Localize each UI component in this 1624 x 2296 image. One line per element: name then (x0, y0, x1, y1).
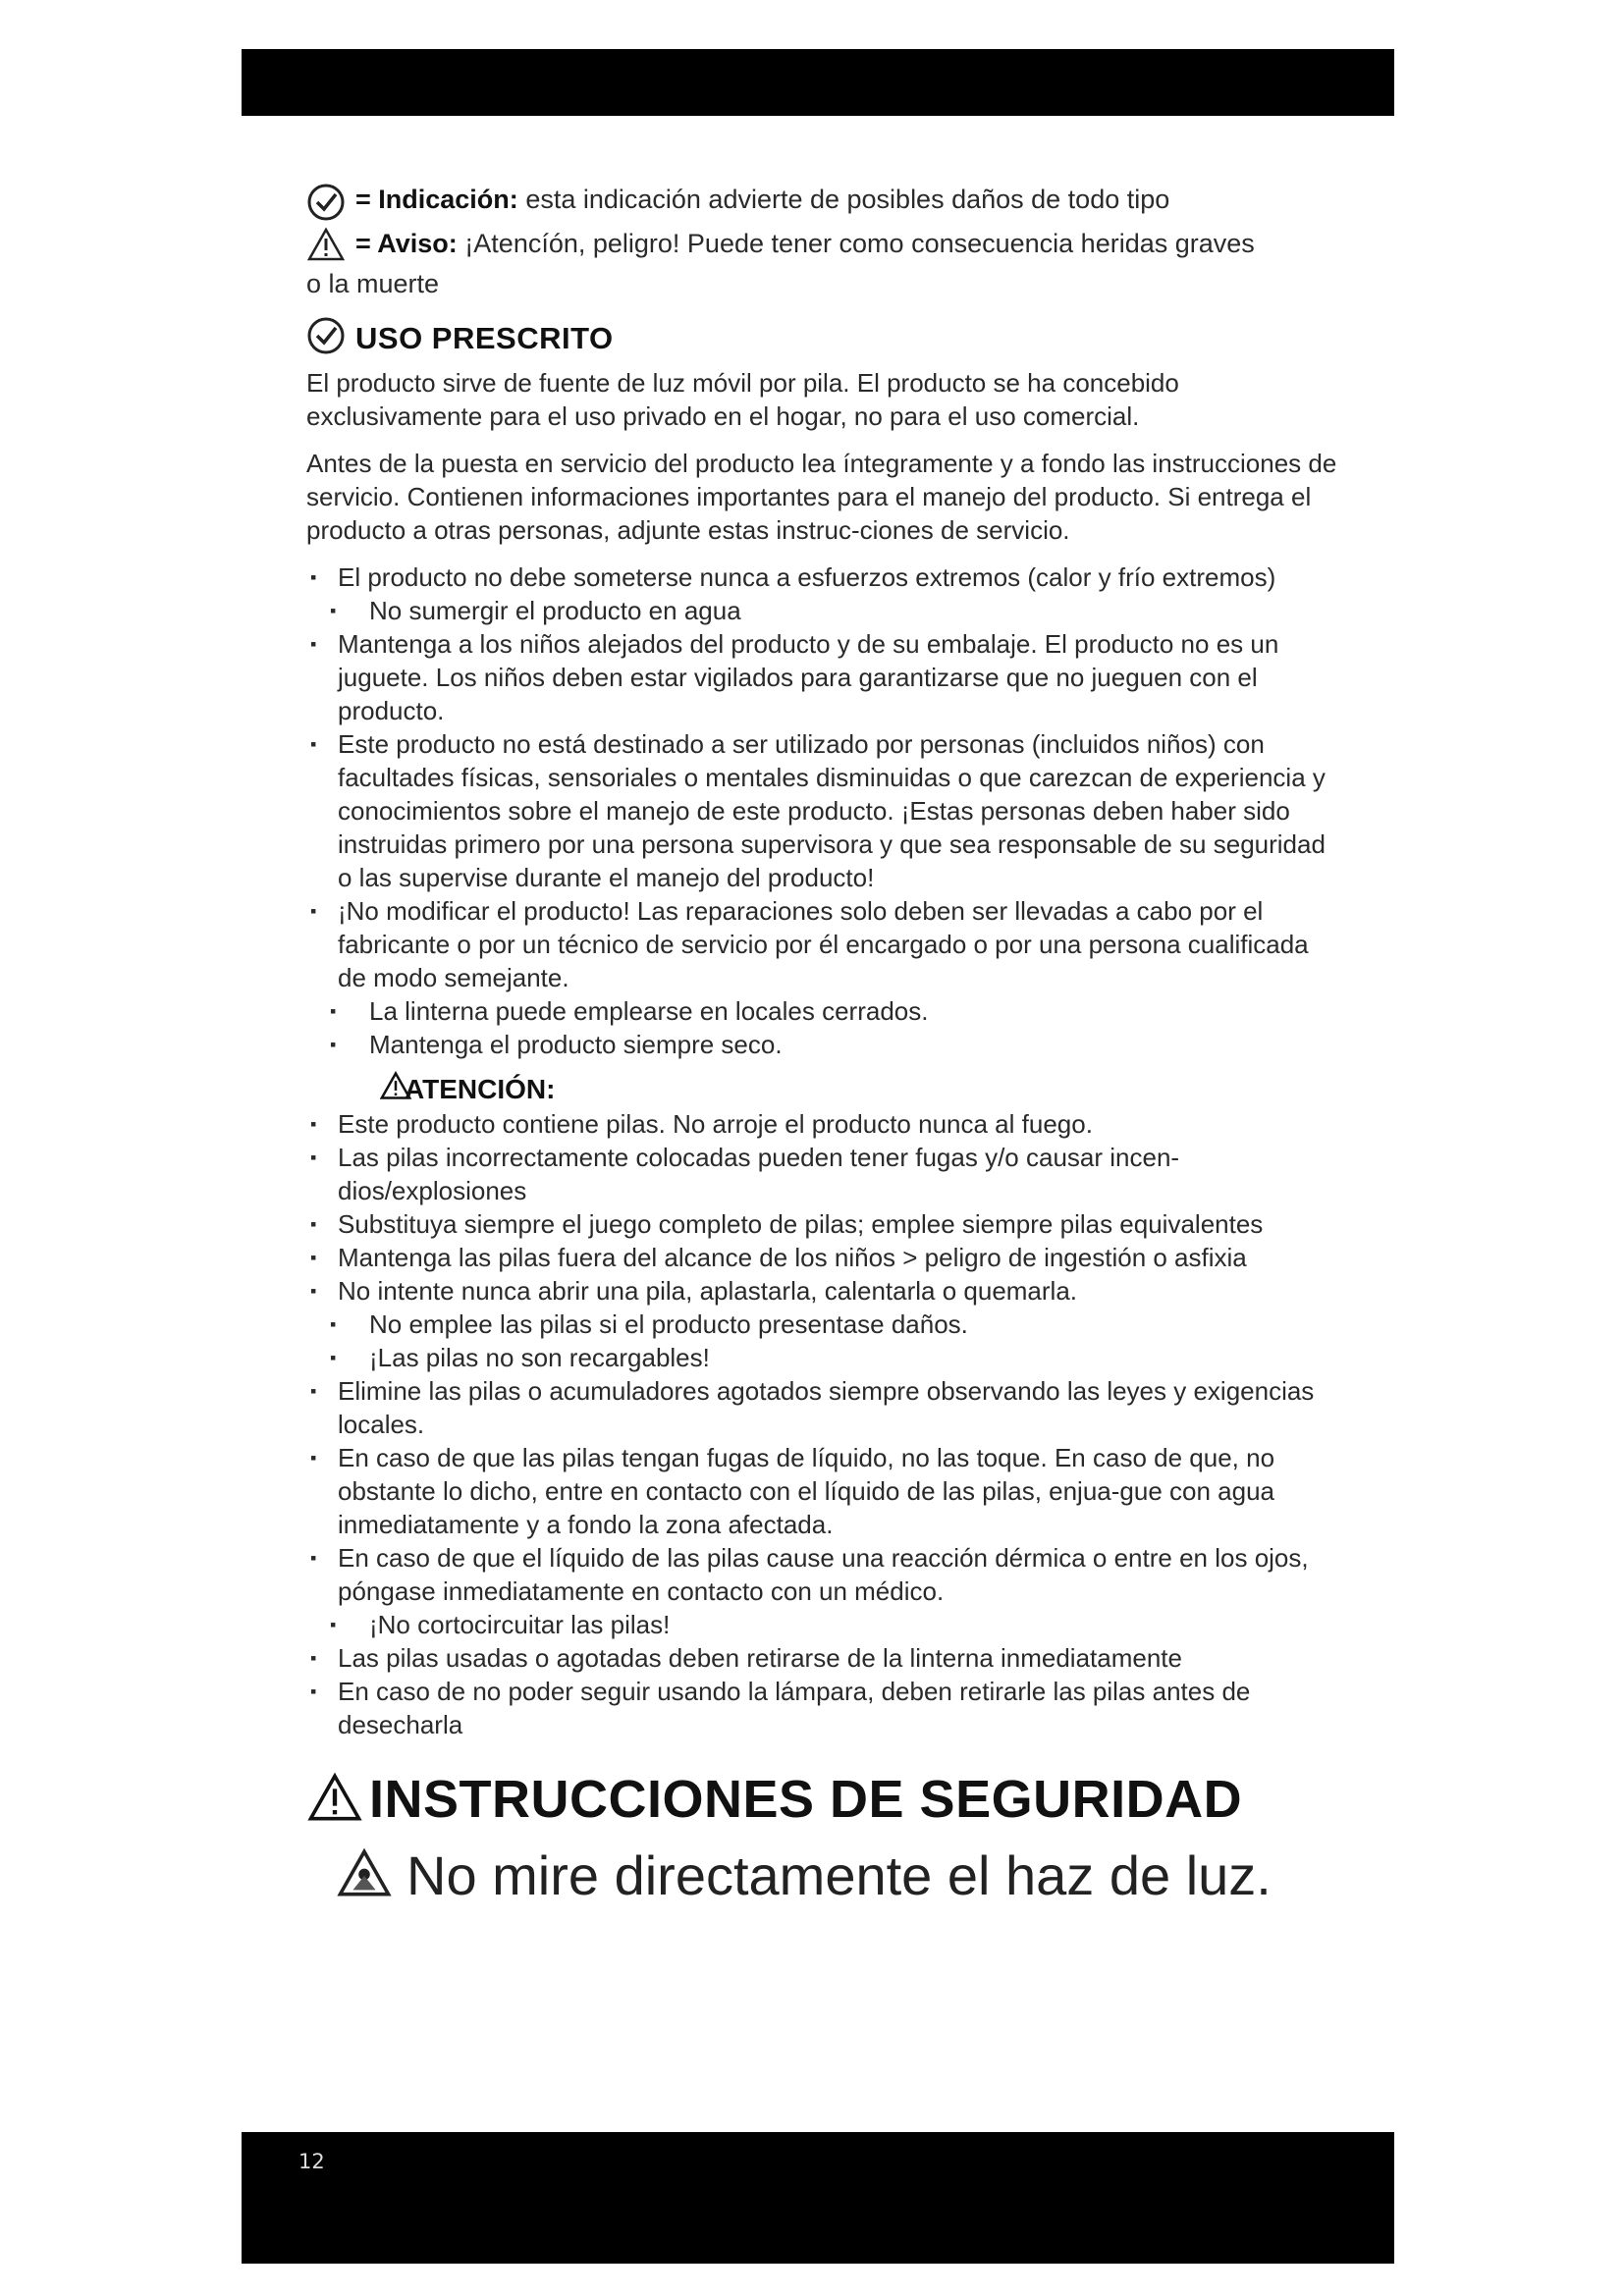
safety-title: INSTRUCCIONES DE SEGURIDAD (369, 1770, 1243, 1829)
uso-paragraph-1: El producto sirve de fuente de luz móvil por pila. El producto se ha concebido exclusivamente para el uso privado en el hogar, no para el uso comercial. (306, 368, 1179, 431)
list-item: ▪ No emplee las pilas si el producto presentase daños. (306, 1308, 1337, 1341)
list-item: ▪ En caso de que las pilas tengan fugas de líquido, no las toque. En caso de que, no obstante lo dicho, entre en contacto con el líquido de las pilas, enjua-gue con agua inmediatamente y a fondo la zona afectada. (306, 1441, 1337, 1541)
warning-triangle-icon (306, 227, 346, 267)
aviso-label: = Aviso: (355, 229, 458, 258)
indicacion-label: = Indicación: (355, 185, 518, 214)
bullet-list-batteries (306, 1107, 1337, 1741)
warning-triangle-icon (306, 1772, 363, 1828)
uso-prescrito-heading (306, 316, 1337, 360)
check-circle-icon (306, 316, 346, 360)
list-item: ▪ Este producto contiene pilas. No arroje el producto nunca al fuego. (306, 1107, 1337, 1141)
list-item: ▪ ¡No modificar el producto! Las reparaciones solo deben ser llevadas a cabo por el fabricante o por un técnico de servicio por él encargado o por una persona cualificada de modo semejante. (306, 894, 1337, 994)
indicacion-text: esta indicación advierte de posibles daños de todo tipo (525, 185, 1170, 214)
light-beam-note: No mire directamente el haz de luz. (406, 1844, 1272, 1906)
header-bar (242, 49, 1394, 116)
list-item: ▪ Las pilas usadas o agotadas deben retirarse de la linterna inmediatamente (306, 1641, 1337, 1675)
bullet-list-general (306, 561, 1337, 1061)
aviso-text: ¡Atencíón, peligro! Puede tener como consecuencia heridas graves (464, 229, 1255, 258)
list-item: ▪ ¡No cortocircuitar las pilas! (306, 1608, 1337, 1641)
list-item: ▪ No intente nunca abrir una pila, aplastarla, calentarla o quemarla. (306, 1274, 1337, 1308)
atencion-label: ATENCIÓN: (405, 1073, 556, 1104)
page-number: 12 (298, 2150, 325, 2173)
legend-indicacion (306, 183, 1337, 227)
list-item: ▪ Las pilas incorrectamente colocadas pueden tener fugas y/o causar incen-dios/explosiones (306, 1141, 1337, 1207)
light-beam-warning (336, 1843, 1337, 1907)
list-item: ▪ La linterna puede emplearse en locales cerrados. (306, 994, 1337, 1028)
aviso-text-cont: o la muerte (306, 269, 440, 298)
list-item: ▪ Substituya siempre el juego completo de pilas; emplee siempre pilas equivalentes (306, 1207, 1337, 1241)
list-item: ▪ Mantenga las pilas fuera del alcance de los niños > peligro de ingestión o asfixia (306, 1241, 1337, 1274)
uso-prescrito-title: USO PRESCRITO (355, 320, 614, 355)
light-beam-warning-icon (336, 1847, 393, 1903)
safety-instructions-heading (306, 1769, 1337, 1830)
list-item: ▪ Mantenga el producto siempre seco. (306, 1028, 1337, 1061)
list-item: ▪ No sumergir el producto en agua (306, 594, 1337, 627)
list-item: ▪ En caso de que el líquido de las pilas cause una reacción dérmica o entre en los ojos, póngase inmediatamente en contacto con un médico. (306, 1541, 1337, 1608)
check-circle-icon (306, 183, 346, 227)
list-item: ▪ Elimine las pilas o acumuladores agotados siempre observando las leyes y exigencias locales. (306, 1374, 1337, 1441)
footer-bar (242, 2132, 1394, 2264)
list-item: ▪ Este producto no está destinado a ser utilizado por personas (incluidos niños) con facultades físicas, sensoriales o mentales disminuidas o que carezcan de experiencia y conocimientos sobre el manejo de este producto. ¡Estas personas deben haber sido instruidas primero por una persona supervisora y que sea responsable de su seguridad o las supervise durante el manejo del producto! (306, 727, 1337, 894)
page-content (306, 183, 1337, 1907)
list-item: ▪ El producto no debe someterse nunca a esfuerzos extremos (calor y frío extremos) (306, 561, 1337, 594)
list-item: ▪ En caso de no poder seguir usando la lámpara, deben retirarle las pilas antes de desecharla (306, 1675, 1337, 1741)
list-item: ▪ Mantenga a los niños alejados del producto y de su embalaje. El producto no es un juguete. Los niños deben estar vigilados para garantizarse que no jueguen con el producto. (306, 627, 1337, 727)
legend-aviso (306, 227, 1337, 267)
list-item: ▪ ¡Las pilas no son recargables! (306, 1341, 1337, 1374)
atencion-heading (387, 1071, 1337, 1107)
uso-paragraph-2: Antes de la puesta en servicio del producto lea íntegramente y a fondo las instrucciones de servicio. Contienen informaciones importantes para el manejo del producto. Si entrega el producto a otras personas, adjunte estas instruc-ciones de servicio. (306, 449, 1337, 545)
